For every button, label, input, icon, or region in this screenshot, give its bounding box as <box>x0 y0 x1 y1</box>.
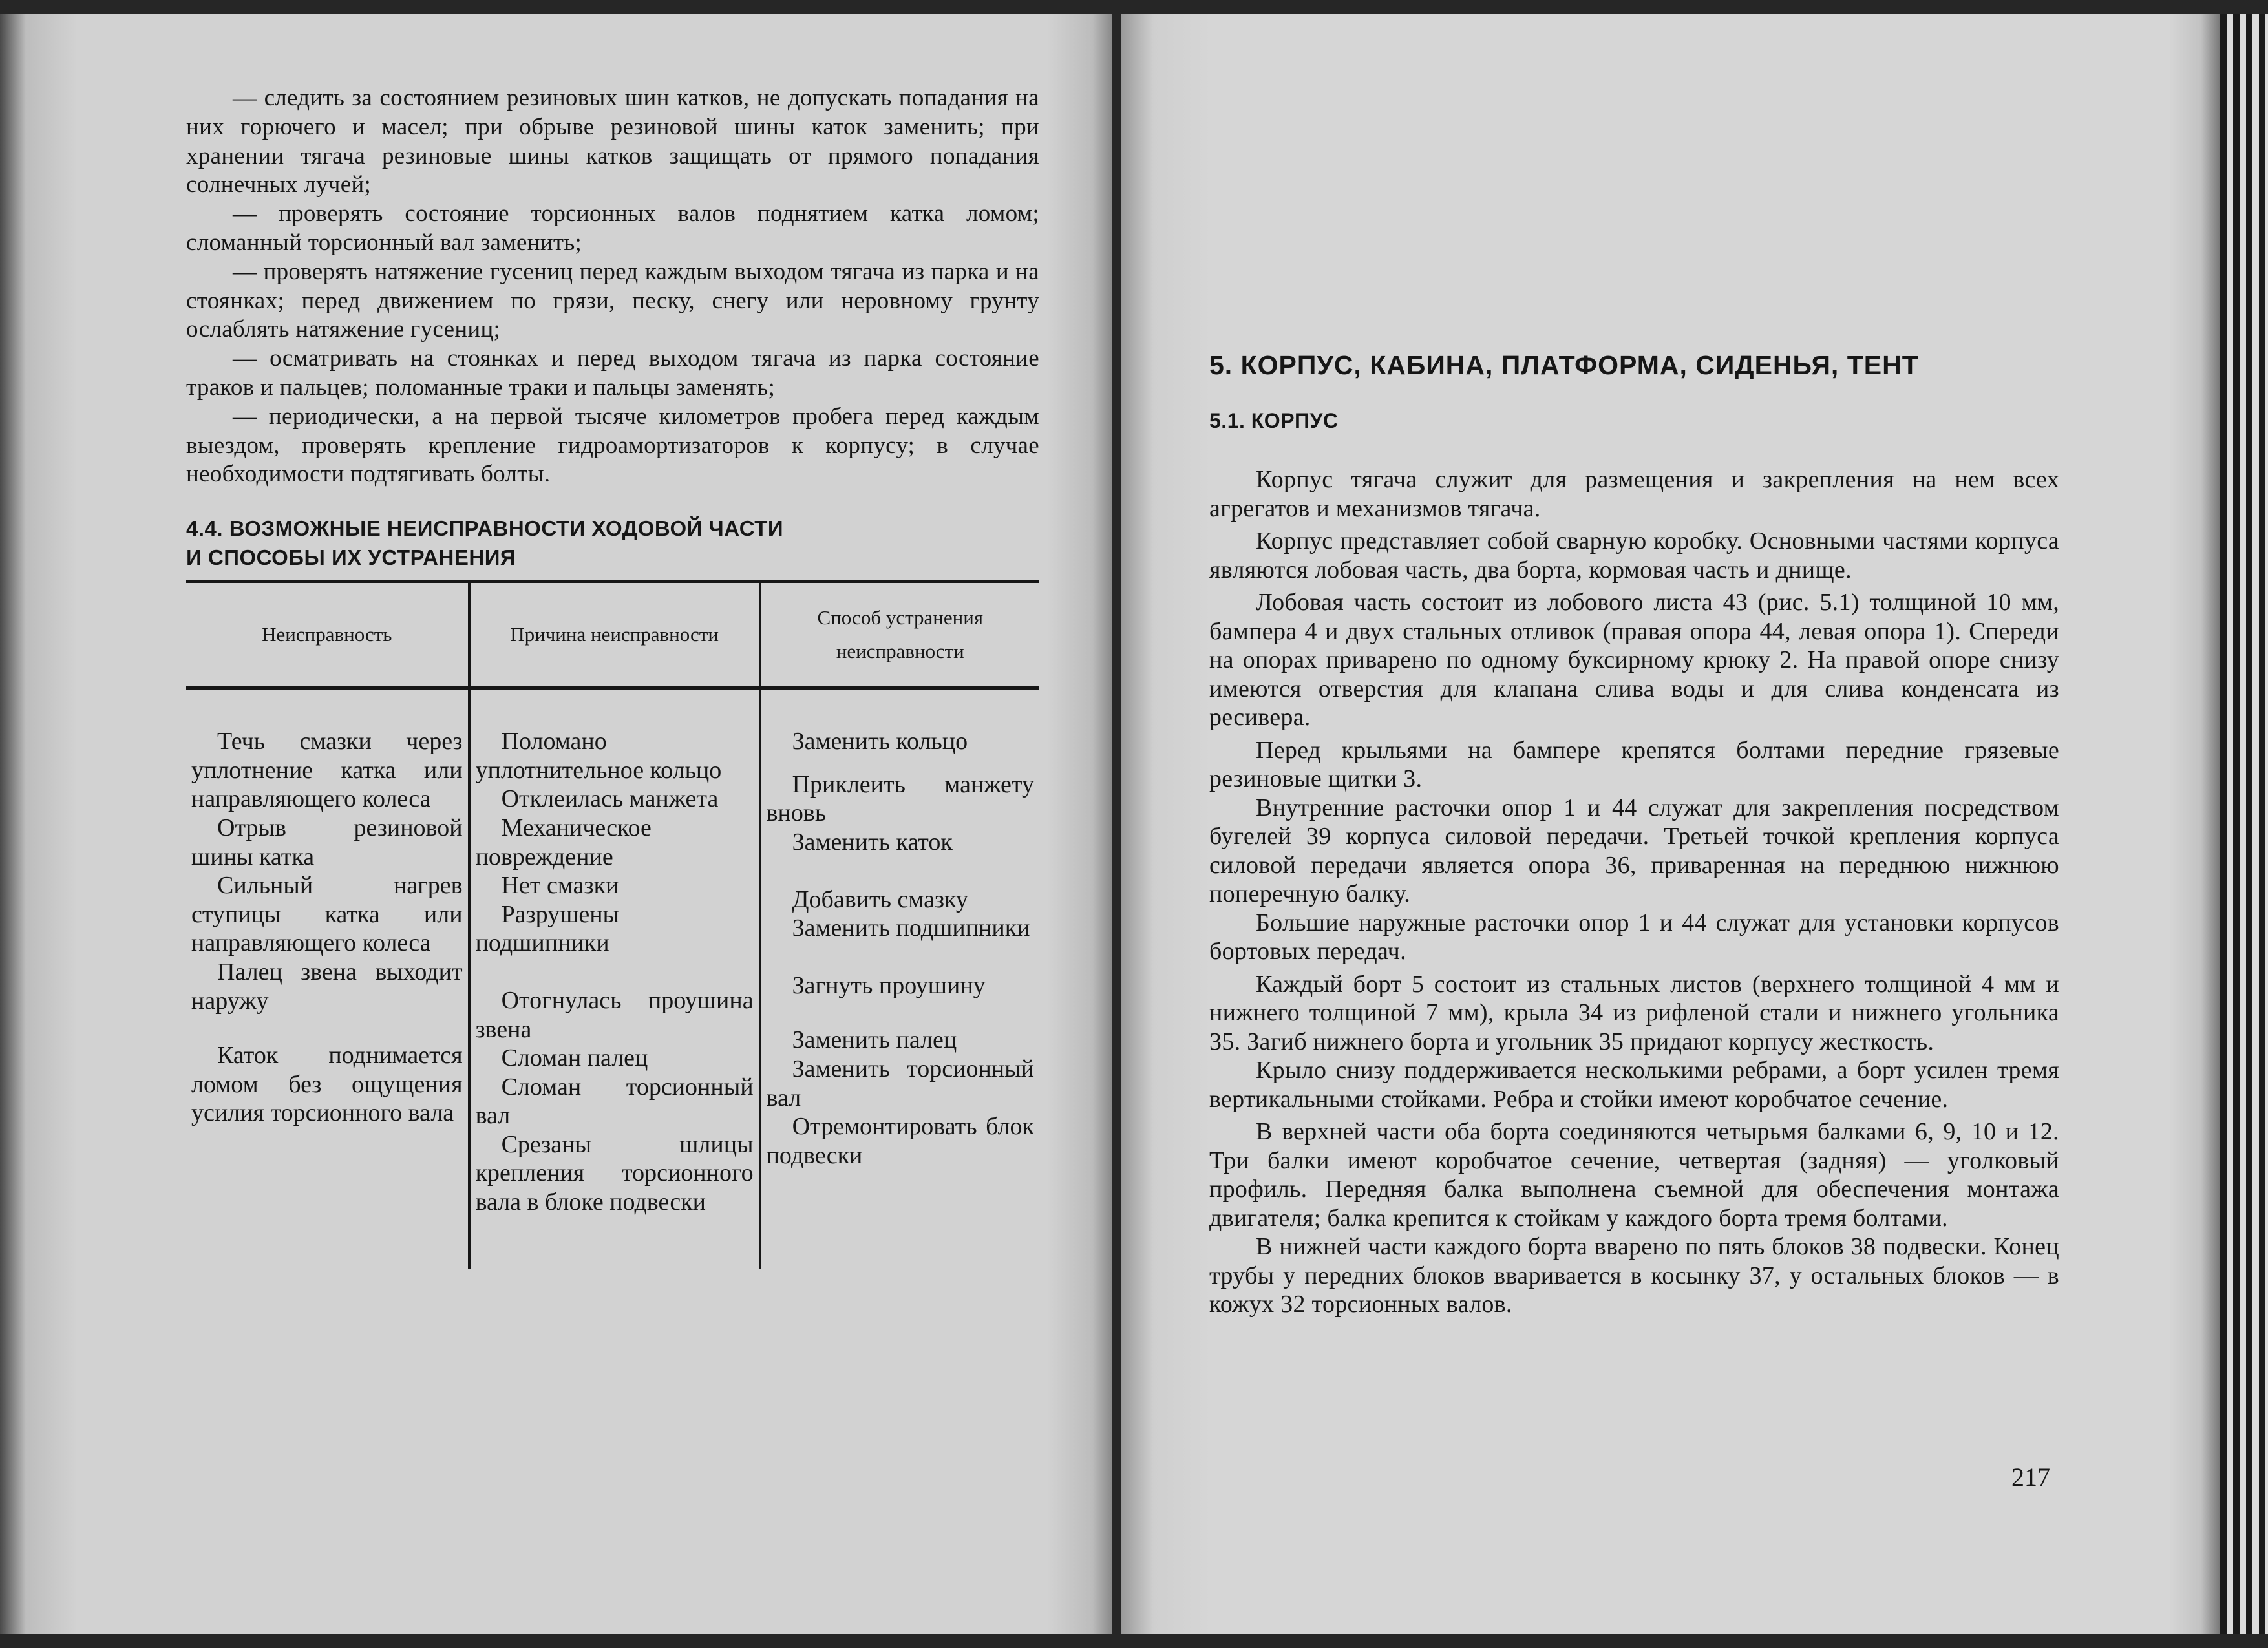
body-paragraph: Лобовая часть состоит из лобового листа 43 (рис. 5.1) толщиной 10 мм, бампера 4 и двух стальных отливок (правая опора 44, левая опора 1). Спереди на опорах приварено по одному буксирному крюку 2. На правой опоре снизу имеются отверстия для клапана слива воды и для слива конденсата из ресивера. <box>1209 589 2059 731</box>
table-cell: Добавить смазку <box>792 885 968 913</box>
table-cell: Отрыв резиновой шины катка <box>191 814 463 871</box>
table-cell: Заменить торсионный вал <box>766 1055 1034 1112</box>
body-paragraph: Большие наружные расточки опор 1 и 44 служат для установки корпусов бортовых передач. <box>1209 909 2059 965</box>
section-title-line: 4.4. ВОЗМОЖНЫЕ НЕИСПРАВНОСТИ ХОДОВОЙ ЧАСТИ <box>186 516 784 541</box>
chapter-title: 5. КОРПУС, КАБИНА, ПЛАТФОРМА, СИДЕНЬЯ, ТЕНТ <box>1209 350 1919 380</box>
table-cell: Срезаны шлицы крепления торсионного вала в блоке подвески <box>475 1130 754 1216</box>
table-cell: Приклеить манжету вновь <box>766 770 1034 827</box>
section-title <box>186 514 1039 572</box>
table-header-fault: Неисправность <box>186 582 469 688</box>
body-paragraph: Корпус тягача служит для размещения и закрепления на нем всех агрегатов и механизмов тягача. <box>1209 466 2059 522</box>
table-cell: Сломан палец <box>501 1044 648 1072</box>
table-cell: Заменить подшипники <box>792 914 1030 942</box>
table-cell: Разрушены подшипники <box>475 900 620 957</box>
table-column-remedies <box>760 688 1039 1269</box>
table-cell: Палец звена выходит наружу <box>191 958 463 1015</box>
table-cell: Каток поднимается ломом без ощущения усилия торсионного вала <box>191 1042 463 1127</box>
table-cell: Отогнулась проушина звена <box>475 986 754 1043</box>
bullet-paragraph: — следить за состоянием резиновых шин катков, не допускать попадания на них горючего и масел; при обрыве резиновой шины каток заменить; при хранении тягача резиновые шины катков защищать от прямого попадания солнечных лучей; <box>186 85 1039 198</box>
bullet-paragraph: — периодически, а на первой тысяче километров пробега перед каждым выездом, проверять крепление гидроамортизаторов к корпусу; в случае необходимости подтягивать болты. <box>186 403 1039 488</box>
table-cell: Отремонтировать блок подвески <box>766 1113 1034 1169</box>
table-cell: Сломан торсионный вал <box>475 1073 754 1130</box>
subsection-title: 5.1. КОРПУС <box>1209 409 1339 432</box>
table-cell: Заменить кольцо <box>792 728 968 755</box>
table-cell: Механическое повреждение <box>475 814 652 871</box>
table-cell: Загнуть проушину <box>792 971 986 999</box>
body-paragraph: В нижней части каждого борта вварено по пять блоков 38 подвески. Конец трубы у передних блоков вваривается в косынку 37, у остальных блоков — в кожух 32 торсионных валов. <box>1209 1233 2059 1318</box>
table-cell: Сильный нагрев ступицы катка или направляющего колеса <box>191 872 463 957</box>
bullet-paragraph: — осматривать на стоянках и перед выходом тягача из парка состояние траков и пальцев; поломанные траки и пальцы заменять; <box>186 345 1039 401</box>
faults-table <box>186 580 1039 1269</box>
page-number: 217 <box>2011 1463 2050 1492</box>
bullet-paragraph: — проверять натяжение гусениц перед каждым выходом тягача из парка и на стоянках; перед движением по грязи, песку, снегу или неровному грунту ослаблять натяжение гусениц; <box>186 258 1039 343</box>
body-paragraph: Корпус представляет собой сварную коробку. Основными частями корпуса являются лобовая часть, два борта, кормовая часть и днище. <box>1209 527 2059 584</box>
right-page-content <box>1209 349 2059 1319</box>
table-header-remedy: Способ устранения неисправности <box>760 582 1039 688</box>
body-paragraph: Крыло снизу поддерживается несколькими ребрами, а борт усилен тремя вертикальными стойками. Ребра и стойки имеют коробчатое сечение. <box>1209 1057 2059 1113</box>
table-cell: Поломано уплотнительное кольцо <box>475 728 722 784</box>
table-cell: Заменить палец <box>792 1026 957 1054</box>
body-paragraph: В верхней части оба борта соединяются четырьмя балками 6, 9, 10 и 12. Три балки имеют коробчатое сечение, четвертая (задняя) — уголковый профиль. Передняя балка выполнена съемной для обеспечения монтажа двигателя; балка крепится к стойкам у каждого борта тремя болтами. <box>1209 1118 2059 1232</box>
body-paragraph: Перед крыльями на бампере крепятся болтами передние грязевые резиновые щитки 3. <box>1209 736 2059 792</box>
table-header-cause: Причина неисправности <box>469 582 760 688</box>
body-paragraph: Каждый борт 5 состоит из стальных листов (верхнего толщиной 4 мм и нижнего толщиной 7 мм), крыла 34 из рифленой стали и нижнего угольника 35. Загиб нижнего борта и угольник 35 придают корпусу жесткость. <box>1209 970 2059 1055</box>
body-paragraph: Внутренние расточки опор 1 и 44 служат для закрепления посредством бугелей 39 корпуса силовой передачи. Третьей точкой крепления корпуса силовой передачи является опора 36, приваренная на переднюю нижнюю поперечную балку. <box>1209 794 2059 907</box>
table-cell: Течь смазки через уплотнение катка или направляющего колеса <box>191 728 463 813</box>
book-edge <box>2220 14 2268 1634</box>
table-cell: Отклеилась манжета <box>501 785 719 813</box>
bullet-paragraph: — проверять состояние торсионных валов поднятием катка ломом; сломанный торсионный вал заменить; <box>186 200 1039 256</box>
table-column-faults <box>186 688 469 1269</box>
section-title-line: И СПОСОБЫ ИХ УСТРАНЕНИЯ <box>186 545 516 570</box>
left-page-content <box>186 84 1039 1269</box>
table-column-causes <box>469 688 760 1269</box>
table-cell: Заменить каток <box>792 828 953 856</box>
table-cell: Нет смазки <box>501 872 619 900</box>
